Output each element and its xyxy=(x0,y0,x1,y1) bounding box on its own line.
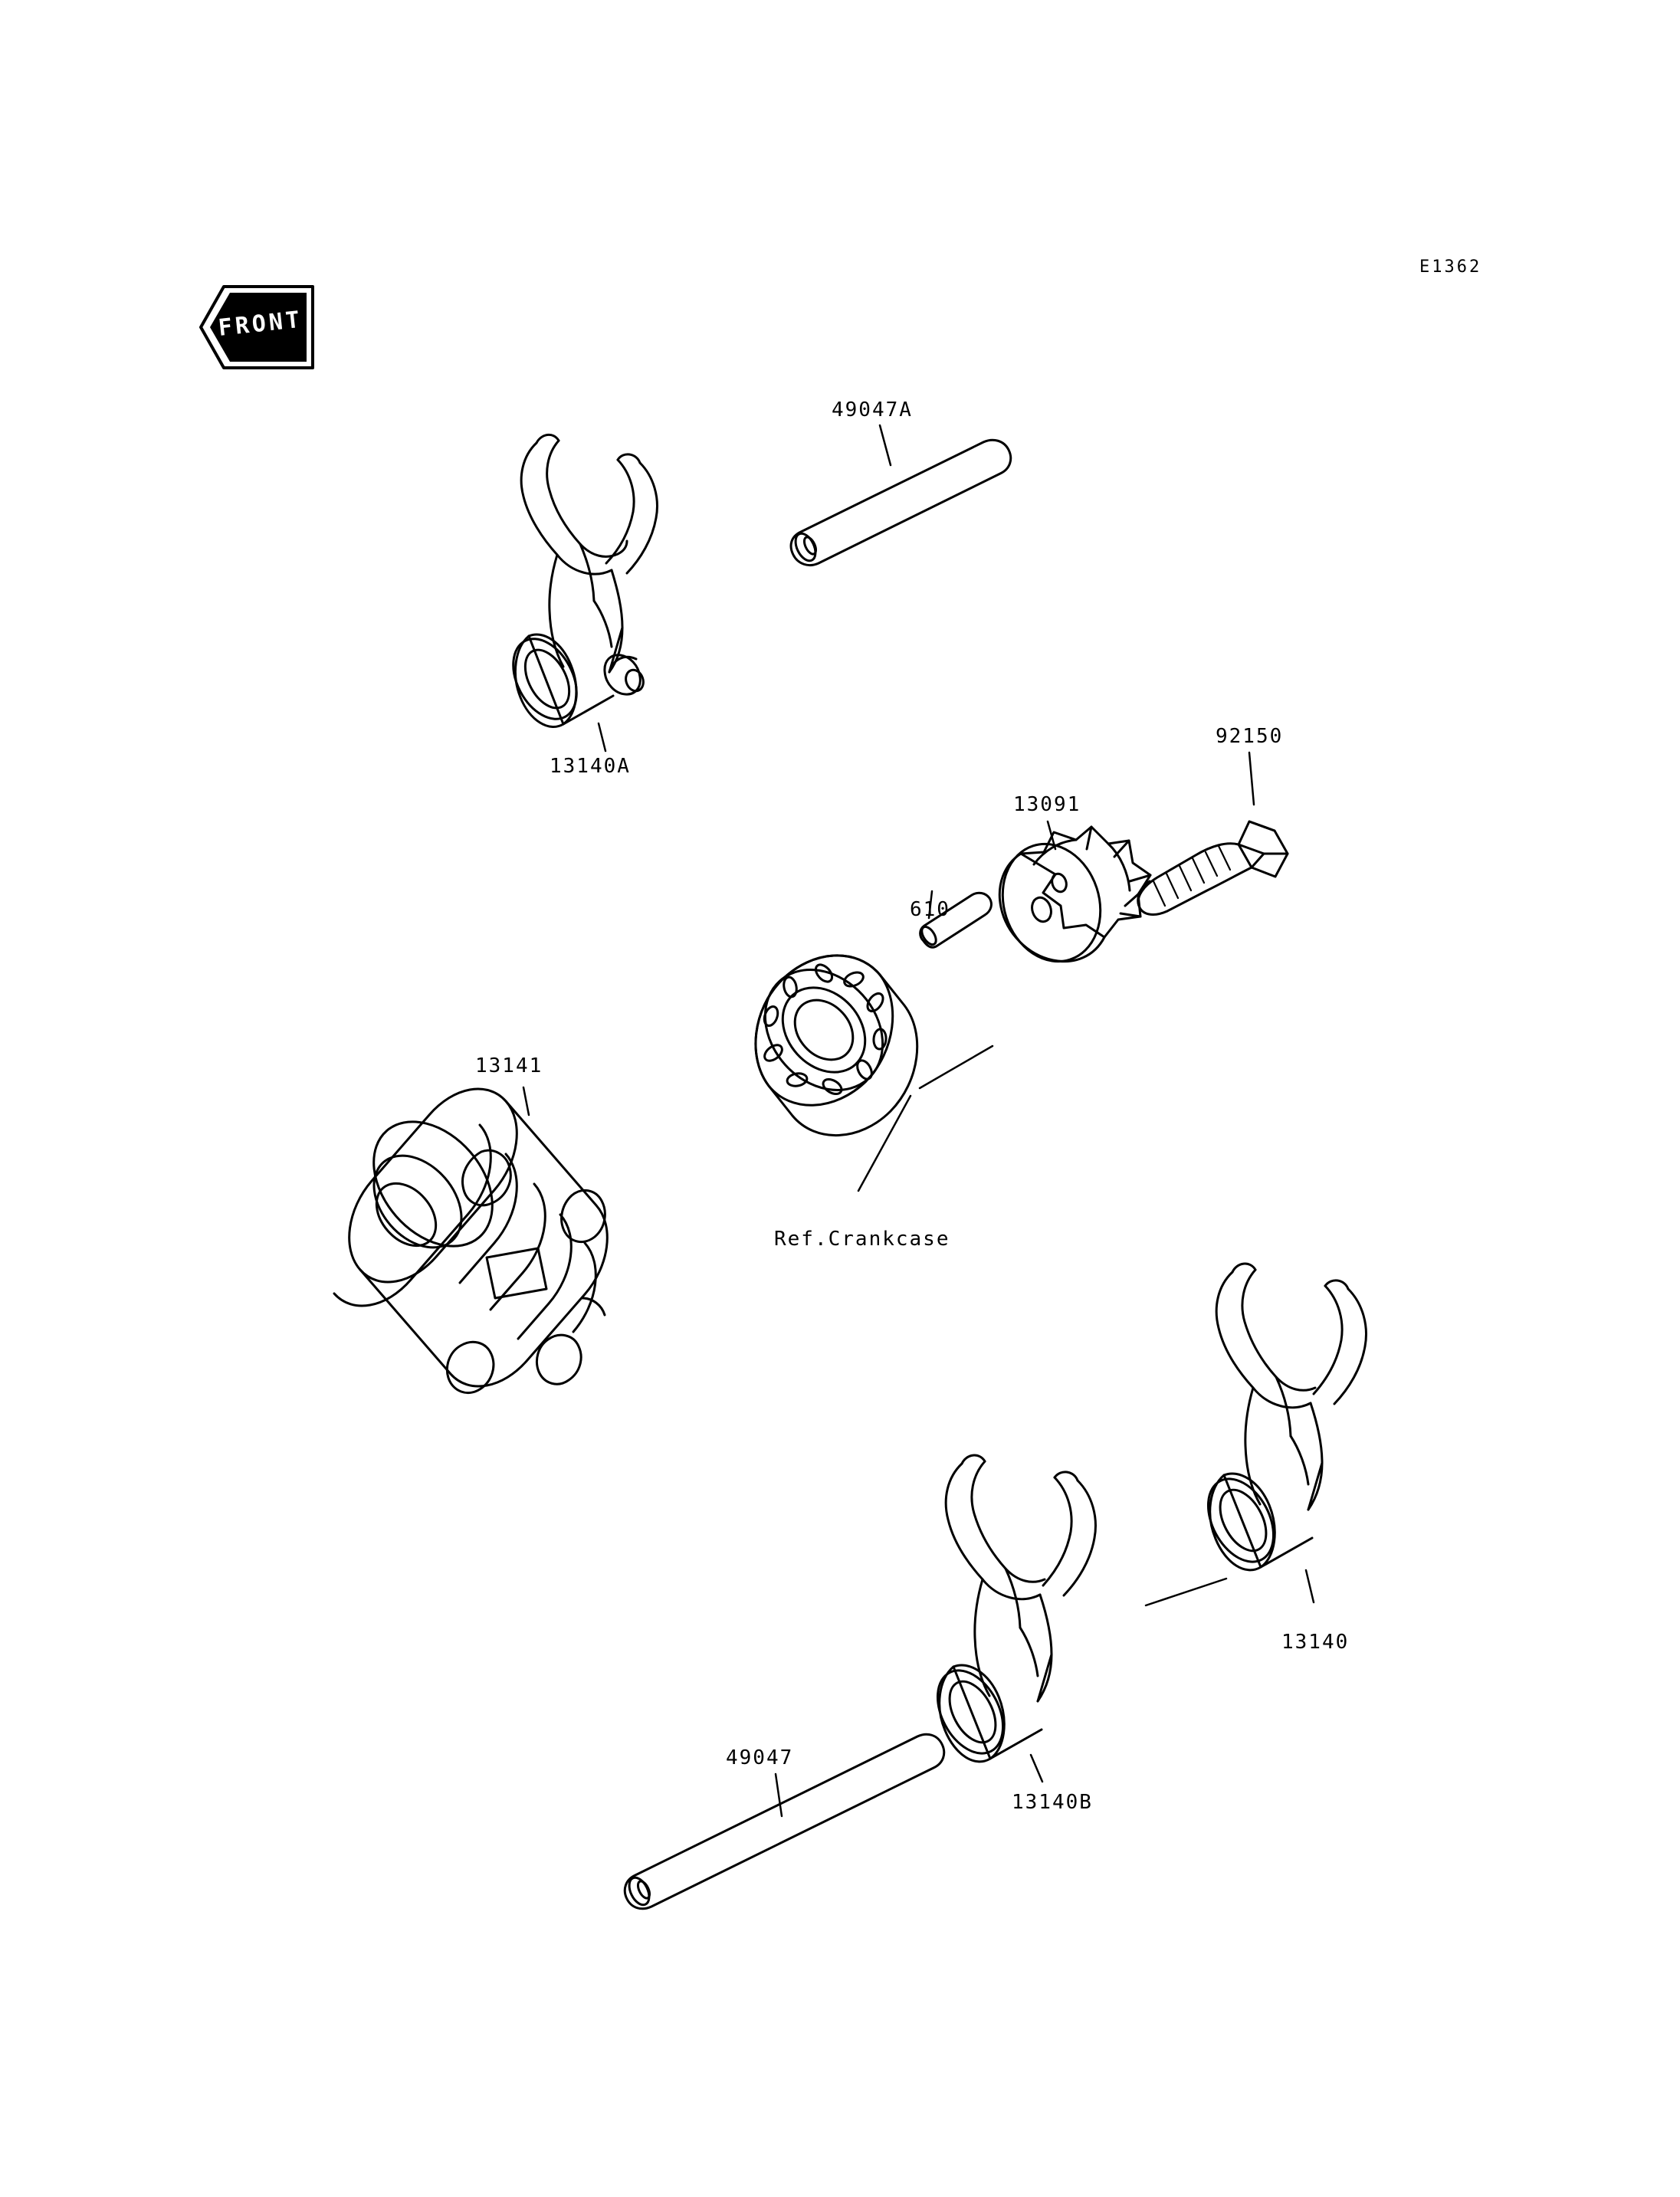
part-13141-shift-drum xyxy=(334,1089,607,1393)
part-label-13091: 13091 xyxy=(1013,793,1081,816)
part-label-92150: 92150 xyxy=(1216,725,1284,748)
crankcase-reference-label: Ref.Crankcase xyxy=(774,1228,950,1251)
part-label-49047: 49047 xyxy=(726,1746,794,1769)
svg-text:FRONT: FRONT xyxy=(217,306,304,342)
part-13140-shift-fork-right xyxy=(1195,1264,1366,1573)
part-bearing-crankcase-ref xyxy=(741,946,917,1136)
part-49047a-shift-rod xyxy=(791,440,1011,565)
diagram-code: E1362 xyxy=(1419,257,1482,277)
part-92150-bolt xyxy=(1138,821,1288,914)
part-13140b-shift-fork-center xyxy=(924,1455,1095,1765)
part-label-13140B: 13140B xyxy=(1012,1791,1093,1814)
part-13091-holder xyxy=(988,827,1150,974)
part-label-610: 610 xyxy=(910,898,950,921)
part-label-13140A: 13140A xyxy=(550,755,631,778)
part-label-13141: 13141 xyxy=(475,1054,543,1077)
front-label-text xyxy=(201,284,323,368)
part-label-13140: 13140 xyxy=(1281,1631,1350,1654)
part-13140a-shift-fork xyxy=(500,434,658,730)
part-label-49047A: 49047A xyxy=(832,398,913,421)
front-arrow-badge xyxy=(201,284,323,368)
